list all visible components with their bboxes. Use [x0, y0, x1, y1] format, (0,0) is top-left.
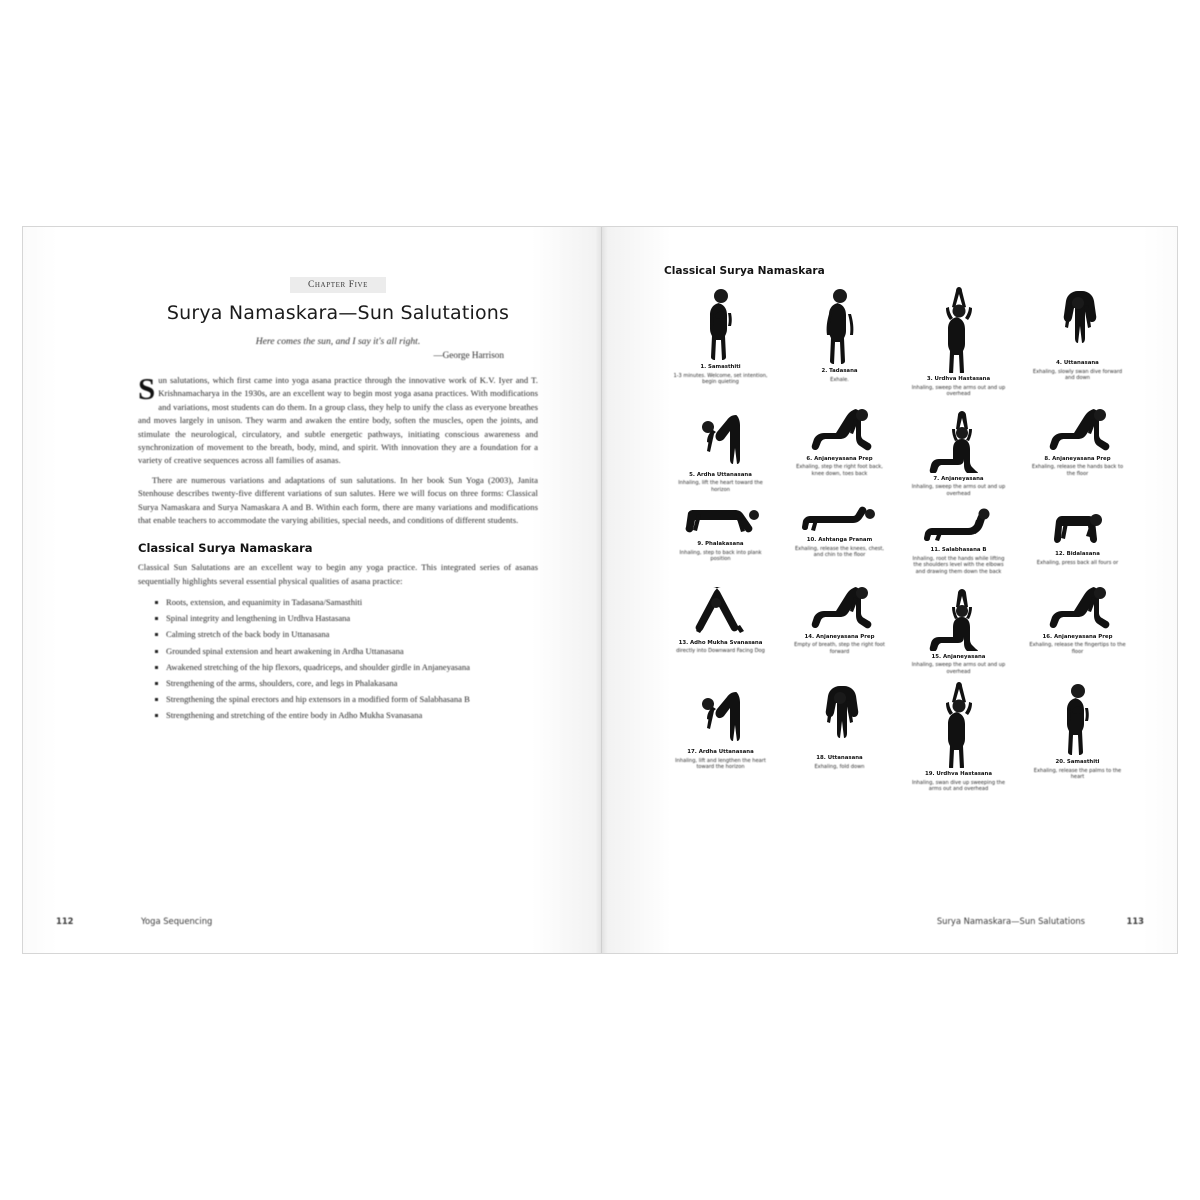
pose-figure-knees-chest-chin-icon	[783, 504, 896, 534]
pose-cell	[1021, 583, 1134, 683]
pose-figure-stand-arms-down-icon	[783, 287, 896, 365]
pose-cue: Exhaling, press back all fours or	[1036, 559, 1119, 566]
pose-name: 17. Ardha Uttanasana	[687, 749, 754, 756]
chapter-tag: Chapter Five	[290, 277, 386, 293]
pose-figure-low-lunge-hands-down-icon	[783, 405, 896, 453]
body-paragraph-1: Sun salutations, which first came into yoga asana practice through the innovative work of K.V. Iyer and T. Krishnamacharya in the 1930s, are an excellent way to begin most yoga asana practices. With modifications and variations, most students can do them. In a group class, they help to unify the class as everyone breathes and moves largely in unison. They warm and awaken the entire body, soften the muscles, open the joints, and stimulate the neurological, circulatory, and subtle energetic pathways, initiating conscious awareness and synchronization of movement to the breath, body, mind, and spirit. With innovation they are a foundation for a variety of creative sequences across all families of asanas.	[138, 371, 538, 466]
pose-figure-plank-icon	[664, 504, 777, 538]
section-heading: Classical Surya Namaskara	[138, 541, 313, 556]
pose-figure-forward-fold-icon	[1021, 287, 1134, 357]
pose-cue: Inhaling, lift and lengthen the heart toward the horizon	[675, 757, 766, 771]
pose-cue: Empty of breath, step the right foot forward	[794, 642, 885, 655]
pose-name: 20. Samasthiti	[1055, 759, 1100, 766]
pose-cue: Exhaling, fold down	[814, 763, 865, 770]
pose-cue: Exhale.	[830, 376, 849, 383]
left-running-head: Yoga Sequencing	[141, 916, 213, 926]
pose-name: 7. Anjaneyasana	[933, 475, 984, 482]
pose-cell	[902, 287, 1015, 405]
right-running-head: Surya Namaskara—Sun Salutations	[936, 916, 1085, 926]
pose-name: 6. Anjaneyasana Prep	[806, 455, 873, 462]
pose-cue: Inhaling, sweep the arms out and up overhead	[911, 662, 1006, 675]
pose-figure-half-fold-icon	[664, 405, 777, 469]
pose-name: 12. Bidalasana	[1055, 551, 1100, 558]
pose-name: 1. Samasthiti	[700, 364, 741, 370]
pose-cell	[1021, 287, 1134, 405]
pose-name: 10. Ashtanga Pranam	[806, 537, 873, 544]
pose-name: 4. Uttanasana	[1056, 360, 1099, 366]
pose-figure-forward-fold-icon	[783, 682, 896, 752]
pose-cell	[902, 682, 1015, 800]
pose-cue: Exhaling, release the fingertips to the floor	[1029, 642, 1126, 655]
pose-name: 9. Phalakasana	[697, 541, 744, 548]
pose-cell	[1021, 504, 1134, 582]
pose-figure-stand-arms-up-icon	[902, 287, 1015, 373]
pose-figure-half-fold-icon	[664, 682, 777, 746]
list-item: Strengthening and stretching of the entire body in Adho Mukha Svanasana	[166, 709, 538, 723]
pose-name: 11. Salabhasana B	[930, 547, 987, 554]
pose-figure-stand-namaste-icon	[1021, 682, 1134, 756]
list-item: Roots, extension, and equanimity in Tadasana/Samasthiti	[166, 596, 538, 610]
pose-name: 3. Urdhva Hastasana	[926, 376, 991, 382]
pose-figure-low-lunge-hands-down-icon	[1021, 405, 1134, 453]
pose-name: 15. Anjaneyasana	[931, 653, 986, 660]
list-item: Awakened stretching of the hip flexors, quadriceps, and shoulder girdle in Anjaneyasana	[166, 661, 538, 675]
pose-cell	[783, 682, 896, 800]
pose-figure-low-lunge-hands-down-icon	[783, 583, 896, 631]
pose-name: 13. Adho Mukha Svanasana	[678, 639, 763, 646]
body-paragraph-2: There are numerous variations and adaptations of sun salutations. In her book Sun Yoga (2003), Janita Stenhouse describes twenty-five different variations of sun salutes. Here we will focus on three forms: Classical Surya Namaskara and Surya Namaskara A and B. Within each form, there are many variations and modifications that enable teachers to accommodate the varying abilities, special needs, and conditions of different students.	[138, 474, 538, 526]
pose-cue: Exhaling, slowly swan dive forward and down	[1032, 368, 1123, 382]
pose-figure-low-lunge-arms-up-icon	[902, 405, 1015, 473]
right-page	[601, 227, 1177, 953]
pose-name: 19. Urdhva Hastasana	[924, 771, 993, 778]
pose-cue: Exhaling, release the knees, chest, and chin to the floor	[794, 545, 885, 559]
list-item: Spinal integrity and lengthening in Urdhva Hastasana	[166, 612, 538, 626]
pose-cell	[664, 583, 777, 683]
pose-cue: Inhaling, sweep the arms out and up overhead	[911, 484, 1006, 497]
pose-cue: Exhaling, release the palms to the heart	[1033, 767, 1122, 781]
pose-cell	[664, 682, 777, 800]
pose-cue: 1-3 minutes. Welcome, set intention, begin quieting	[673, 372, 768, 386]
left-page-content	[138, 277, 538, 725]
pose-grid	[664, 287, 1134, 800]
pose-name: 8. Anjaneyasana Prep	[1044, 455, 1111, 462]
pose-cue: Inhaling, step to back into plank position	[679, 549, 762, 563]
pose-name: 5. Ardha Uttanasana	[689, 471, 752, 478]
pose-cell	[902, 504, 1015, 582]
pose-figure-salabhasana-icon	[902, 504, 1015, 544]
list-item: Strengthening of the arms, shoulders, core, and legs in Phalakasana	[166, 677, 538, 691]
pose-cue: Inhaling, swan dive up sweeping the arms out and overhead	[911, 779, 1006, 793]
pose-cue: directly into Downward Facing Dog	[676, 648, 765, 655]
right-page-content	[664, 265, 1134, 800]
pose-figure-low-lunge-arms-up-icon	[902, 583, 1015, 651]
pose-cue: Inhaling, sweep the arms out and up overhead	[911, 384, 1006, 398]
pose-cell	[902, 405, 1015, 505]
epigraph-attribution: —George Harrison	[433, 350, 504, 360]
pose-cell	[783, 287, 896, 405]
list-item: Strengthening the spinal erectors and hip extensors in a modified form of Salabhasana B	[166, 693, 538, 707]
pose-name: 2. Tadasana	[821, 368, 858, 374]
pose-cue: Exhaling, step the right foot back, knee down, toes back	[796, 464, 883, 477]
pose-cell	[1021, 405, 1134, 505]
pose-figure-stand-namaste-icon	[664, 287, 777, 361]
pose-cell	[664, 405, 777, 505]
book-spread	[22, 226, 1178, 954]
pose-cell	[664, 287, 777, 405]
pose-cell	[783, 405, 896, 505]
left-page	[23, 227, 601, 953]
list-item: Grounded spinal extension and heart awakening in Ardha Uttanasana	[166, 645, 538, 659]
pose-grid-heading: Classical Surya Namaskara	[664, 265, 825, 277]
pose-cell	[783, 583, 896, 683]
pose-name: 14. Anjaneyasana Prep	[804, 633, 875, 640]
right-page-number: 113	[1126, 916, 1144, 926]
pose-cue: Inhaling, lift the heart toward the horizon	[678, 480, 763, 493]
pose-figure-down-dog-icon	[664, 583, 777, 637]
list-item: Calming stretch of the back body in Uttanasana	[166, 628, 538, 642]
pose-cue: Exhaling, release the hands back to the floor	[1031, 464, 1124, 477]
pose-cue: Inhaling, root the hands while lifting the shoulders level with the elbows and drawing them down the back	[912, 555, 1005, 576]
chapter-title: Surya Namaskara—Sun Salutations	[166, 302, 510, 324]
pose-figure-low-lunge-hands-down-icon	[1021, 583, 1134, 631]
pose-cell	[902, 583, 1015, 683]
section-intro-paragraph: Classical Sun Salutations are an excellent way to begin any yoga practice. This integrated series of asanas sequentially highlights several essential physical qualities of asana practice:	[138, 562, 538, 586]
pose-cell	[664, 504, 777, 582]
pose-name: 16. Anjaneyasana Prep	[1042, 633, 1113, 640]
pose-figure-table-cat-icon	[1021, 504, 1134, 548]
pose-cell	[1021, 682, 1134, 800]
pose-cell	[783, 504, 896, 582]
epigraph-quote: Here comes the sun, and I say it's all right.	[255, 336, 421, 347]
pose-name: 18. Uttanasana	[816, 755, 863, 762]
qualities-bullet-list	[138, 596, 538, 722]
pose-figure-stand-arms-up-icon	[902, 682, 1015, 768]
left-page-number: 112	[56, 916, 74, 926]
